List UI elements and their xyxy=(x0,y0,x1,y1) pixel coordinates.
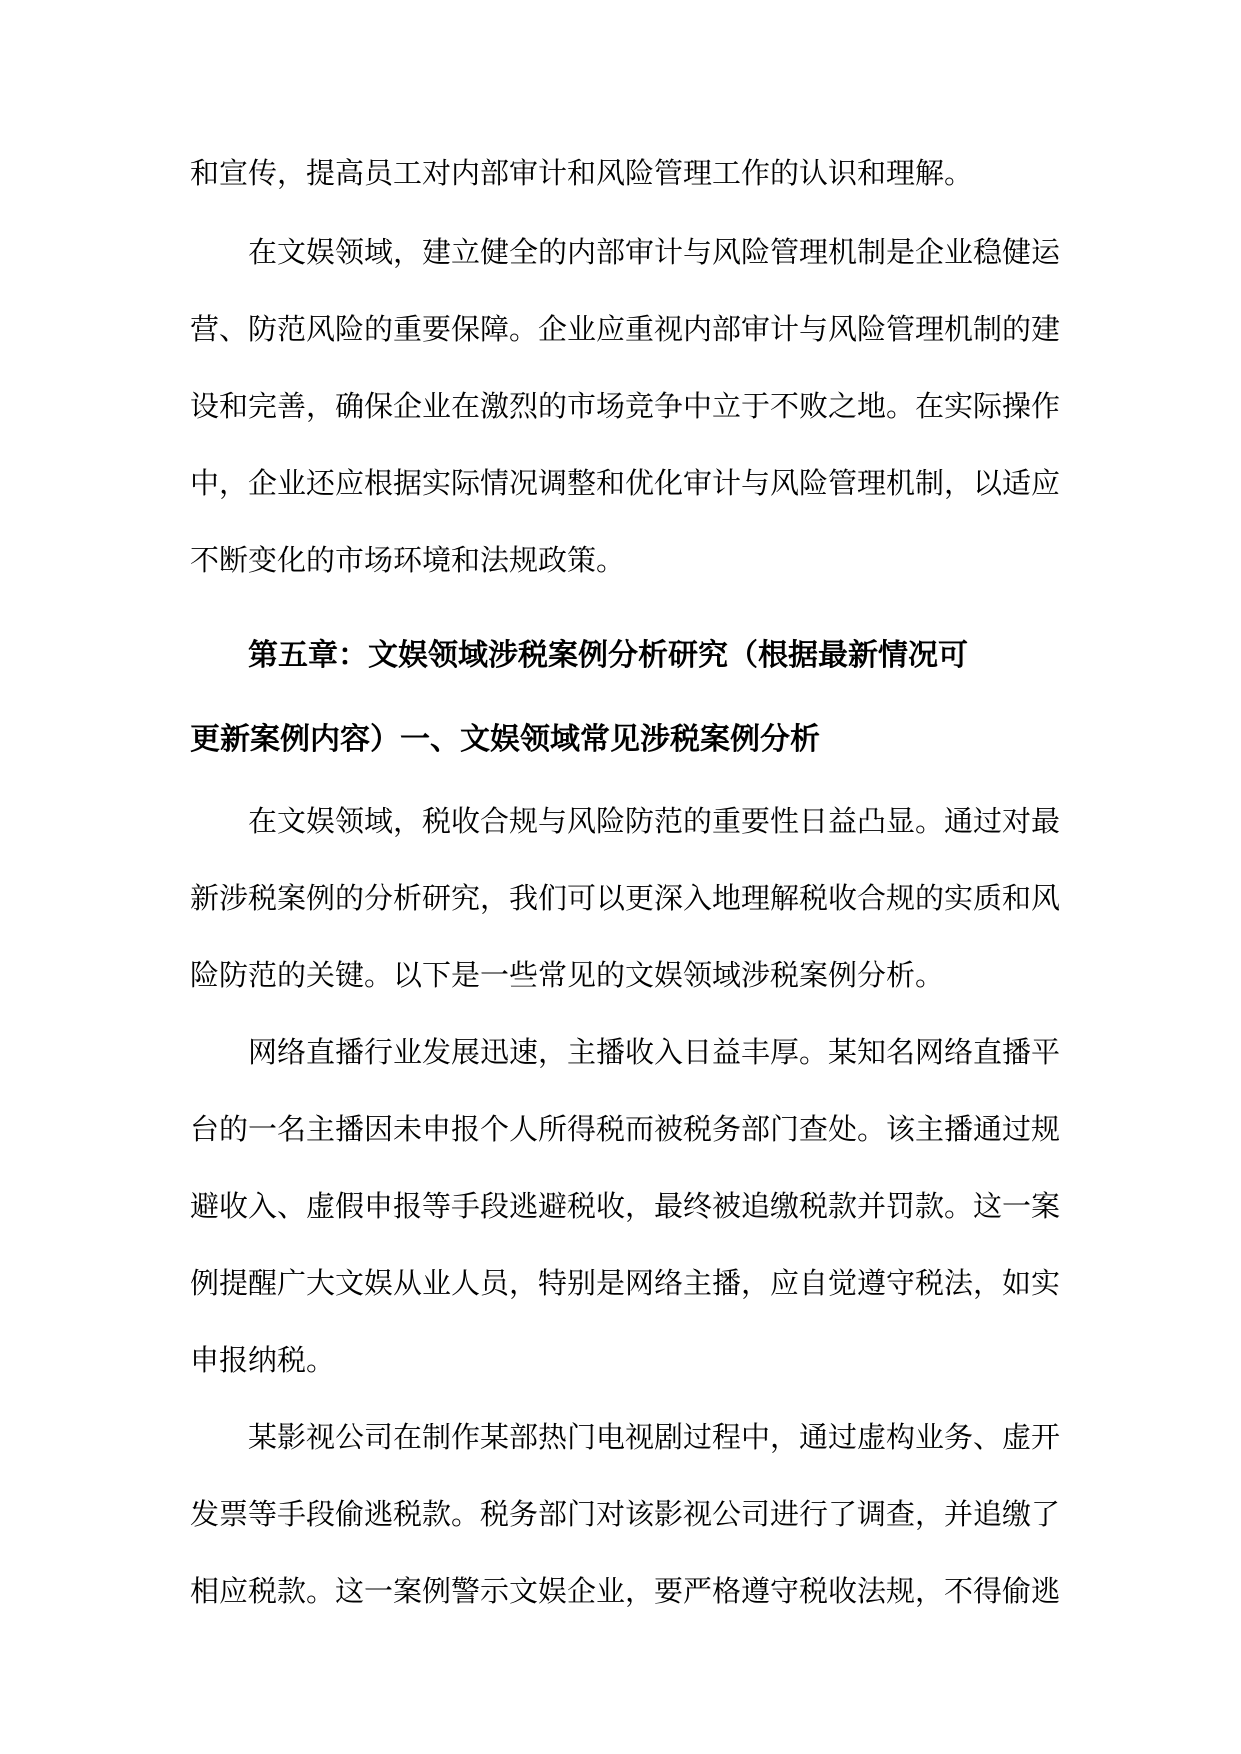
paragraph-line: 发票等手段偷逃税款。税务部门对该影视公司进行了调查，并追缴了 xyxy=(190,1497,1061,1531)
paragraph-line: 不断变化的市场环境和法规政策。 xyxy=(190,543,626,577)
paragraph-line: 申报纳税。 xyxy=(190,1343,336,1377)
paragraph-line: 设和完善，确保企业在激烈的市场竞争中立于不败之地。在实际操作 xyxy=(190,389,1061,423)
paragraph-line: 在文娱领域，建立健全的内部审计与风险管理机制是企业稳健运 xyxy=(248,235,1061,269)
paragraph-line: 在文娱领域，税收合规与风险防范的重要性日益凸显。通过对最 xyxy=(248,804,1061,838)
paragraph-line: 营、防范风险的重要保障。企业应重视内部审计与风险管理机制的建 xyxy=(190,312,1061,346)
paragraph-line: 和宣传，提高员工对内部审计和风险管理工作的认识和理解。 xyxy=(190,156,974,190)
chapter-heading-line: 第五章：文娱领域涉税案例分析研究（根据最新情况可 xyxy=(248,638,968,673)
paragraph-line: 例提醒广大文娱从业人员，特别是网络主播，应自觉遵守税法，如实 xyxy=(190,1266,1061,1300)
paragraph-line: 网络直播行业发展迅速，主播收入日益丰厚。某知名网络直播平 xyxy=(248,1035,1061,1069)
paragraph-line: 险防范的关键。以下是一些常见的文娱领域涉税案例分析。 xyxy=(190,958,945,992)
paragraph-line: 中，企业还应根据实际情况调整和优化审计与风险管理机制，以适应 xyxy=(190,466,1061,500)
chapter-heading-line: 更新案例内容）一、文娱领域常见涉税案例分析 xyxy=(190,722,820,757)
paragraph-line: 台的一名主播因未申报个人所得税而被税务部门查处。该主播通过规 xyxy=(190,1112,1061,1146)
paragraph-line: 相应税款。这一案例警示文娱企业，要严格遵守税收法规，不得偷逃 xyxy=(190,1574,1061,1608)
paragraph-line: 新涉税案例的分析研究，我们可以更深入地理解税收合规的实质和风 xyxy=(190,881,1061,915)
paragraph-line: 避收入、虚假申报等手段逃避税收，最终被追缴税款并罚款。这一案 xyxy=(190,1189,1061,1223)
paragraph-line: 某影视公司在制作某部热门电视剧过程中，通过虚构业务、虚开 xyxy=(248,1420,1061,1454)
